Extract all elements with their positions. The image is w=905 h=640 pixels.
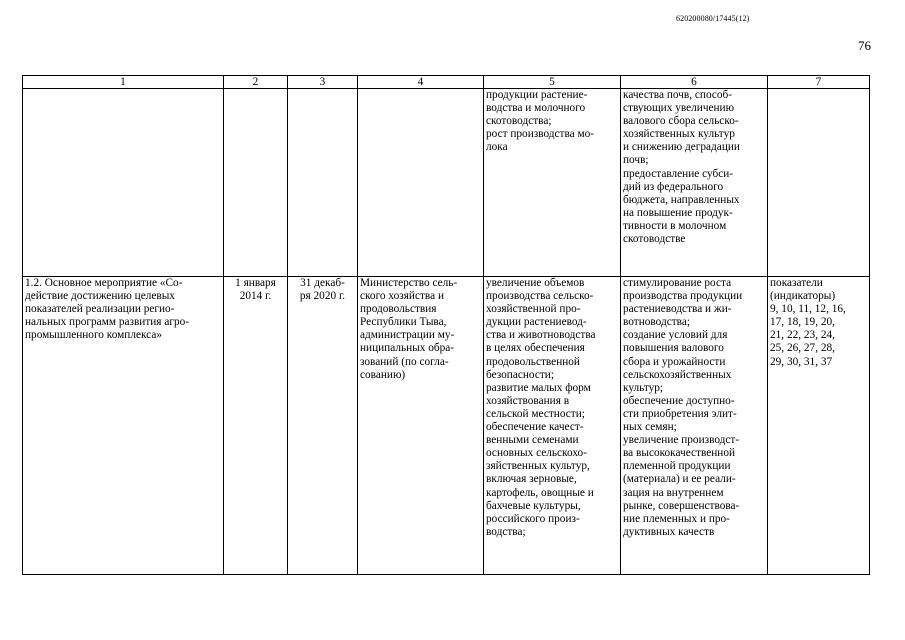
cell-text-line: администрации му- xyxy=(360,329,455,342)
cell-text-line: ва высококачественной xyxy=(623,447,736,460)
expected-result-cell xyxy=(484,277,621,575)
cell-text-line: безопасности; xyxy=(486,368,554,381)
cell-text-line: показателей реализации регио- xyxy=(25,303,175,316)
cell-text-line: дукции растениевод- xyxy=(486,316,587,329)
cell-text-line: развитие малых форм xyxy=(486,381,591,394)
cell-text-line: сованию) xyxy=(360,368,406,381)
executor-cell xyxy=(358,277,484,575)
cell-text-line: обеспечение доступно- xyxy=(623,394,735,407)
start-date-cell xyxy=(224,277,288,575)
cell-text-line: тивности в молочном xyxy=(623,219,727,232)
cell-text-line: ных семян; xyxy=(623,421,677,434)
cell-text-line: ского хозяйства и xyxy=(360,290,444,303)
cell-text-line: 21, 22, 23, 24, xyxy=(770,329,835,342)
cell-text-line: продовольствия xyxy=(360,303,437,316)
indicators-cell xyxy=(768,89,870,277)
cell-text-line: сельскохозяйственных xyxy=(623,368,732,381)
page-number: 76 xyxy=(858,38,871,53)
cell-text-line: хозяйственной про- xyxy=(486,303,581,316)
column-number: 6 xyxy=(621,76,768,89)
cell-text-line: 1 января xyxy=(235,277,276,289)
cell-text-line: 9, 10, 11, 12, 16, xyxy=(770,303,846,316)
cell-text-line: культур; xyxy=(623,381,664,394)
cell-text-line: на повышение продук- xyxy=(623,206,733,219)
cell-text-line: в целях обеспечения xyxy=(486,342,585,355)
start-date-cell xyxy=(224,89,288,277)
cell-text-line: качества почв, способ- xyxy=(623,89,733,101)
cell-text-line: увеличение объемов xyxy=(486,277,585,289)
cell-text-line: бахчевые культуры, xyxy=(486,499,581,512)
cell-text-line: производства продукции xyxy=(623,290,743,303)
measure-cell xyxy=(23,277,224,575)
cell-text-line: основных сельскохо- xyxy=(486,447,587,460)
cell-text-line: Республики Тыва, xyxy=(360,316,447,329)
cell-text-line: предоставление субси- xyxy=(623,167,734,180)
cell-text-line: повышения валового xyxy=(623,342,724,355)
cell-text-line: сбора и урожайности xyxy=(623,355,726,368)
cell-text-line: дуктивных качеств xyxy=(623,525,715,538)
cell-text-line: скотоводства; xyxy=(486,115,552,128)
cell-text-line: водства и молочного xyxy=(486,102,586,115)
program-measures-table xyxy=(22,75,870,575)
cell-text-line: (материала) и ее реали- xyxy=(623,473,736,486)
cell-text-line: нальных программ развития агро- xyxy=(25,316,190,329)
cell-text-line: венными семенами xyxy=(486,434,579,447)
cell-text-line: стимулирование роста xyxy=(623,277,732,289)
column-number: 7 xyxy=(768,76,870,89)
column-number: 2 xyxy=(224,76,288,89)
cell-text-line: ствующих увеличению xyxy=(623,102,735,115)
cell-text-line: 1.2. Основное мероприятие «Со- xyxy=(25,277,183,289)
cell-text-line: промышленного комплекса» xyxy=(25,329,162,342)
cell-text-line: хозяйствования в xyxy=(486,394,570,407)
cell-text-line: показатели xyxy=(770,277,823,289)
main-directions-cell xyxy=(621,89,768,277)
cell-text-line: вотноводства; xyxy=(623,316,691,329)
executor-cell xyxy=(358,89,484,277)
column-number: 3 xyxy=(288,76,358,89)
cell-text-line: рост производства мо- xyxy=(486,128,595,141)
cell-text-line: племенной продукции xyxy=(623,460,731,473)
cell-text-line: включая зерновые, xyxy=(486,473,577,486)
cell-text-line: 25, 26, 27, 28, xyxy=(770,342,835,355)
cell-text-line: зация на внутреннем xyxy=(623,486,724,499)
cell-text-line: продовольственной xyxy=(486,355,580,368)
cell-text-line: зяйственных культур, xyxy=(486,460,590,473)
cell-text-line: картофель, овощные и xyxy=(486,486,594,499)
cell-text-line: 17, 18, 19, 20, xyxy=(770,316,835,329)
cell-text-line: увеличение производст- xyxy=(623,434,740,447)
cell-text-line: ства и животноводства xyxy=(486,329,596,342)
cell-text-line: обеспечение качест- xyxy=(486,421,584,434)
indicators-cell xyxy=(768,277,870,575)
cell-text-line: Министерство сель- xyxy=(360,277,458,289)
measure-cell xyxy=(23,89,224,277)
cell-text-line: зований (по согла- xyxy=(360,355,449,368)
cell-text-line: действие достижению целевых xyxy=(25,290,175,303)
column-number: 1 xyxy=(23,76,224,89)
cell-text-line: лока xyxy=(486,141,508,154)
cell-text-line: ние племенных и про- xyxy=(623,512,730,525)
column-number: 5 xyxy=(484,76,621,89)
cell-text-line: дий из федерального xyxy=(623,180,724,193)
cell-text-line: водства; xyxy=(486,525,526,538)
end-date-cell xyxy=(288,89,358,277)
cell-text-line: создание условий для xyxy=(623,329,728,342)
main-directions-cell xyxy=(621,277,768,575)
table-row xyxy=(23,89,870,277)
cell-text-line: российского произ- xyxy=(486,512,580,525)
cell-text-line: почв; xyxy=(623,154,649,167)
end-date-cell xyxy=(288,277,358,575)
cell-text-line: и снижению деградации xyxy=(623,141,740,154)
cell-text-line: ря 2020 г. xyxy=(299,290,346,303)
cell-text-line: хозяйственных культур xyxy=(623,128,735,141)
cell-text-line: ниципальных обра- xyxy=(360,342,455,355)
cell-text-line: скотоводстве xyxy=(623,233,686,246)
cell-text-line: продукции растение- xyxy=(486,89,588,101)
column-number-row xyxy=(23,76,870,89)
cell-text-line: производства сельско- xyxy=(486,290,594,303)
cell-text-line: сти приобретения элит- xyxy=(623,407,737,420)
column-number: 4 xyxy=(358,76,484,89)
cell-text-line: 2014 г. xyxy=(239,290,272,303)
expected-result-cell xyxy=(484,89,621,277)
table-row xyxy=(23,277,870,575)
cell-text-line: 31 декаб- xyxy=(300,277,345,289)
document-code: 620200080/17445(12) xyxy=(676,14,750,23)
cell-text-line: бюджета, направленных xyxy=(623,193,740,206)
cell-text-line: валового сбора сельско- xyxy=(623,115,739,128)
cell-text-line: сельской местности; xyxy=(486,407,585,420)
cell-text-line: (индикаторы) xyxy=(770,290,836,303)
cell-text-line: 29, 30, 31, 37 xyxy=(770,355,833,368)
cell-text-line: растениеводства и жи- xyxy=(623,303,732,316)
cell-text-line: рынке, совершенствова- xyxy=(623,499,740,512)
